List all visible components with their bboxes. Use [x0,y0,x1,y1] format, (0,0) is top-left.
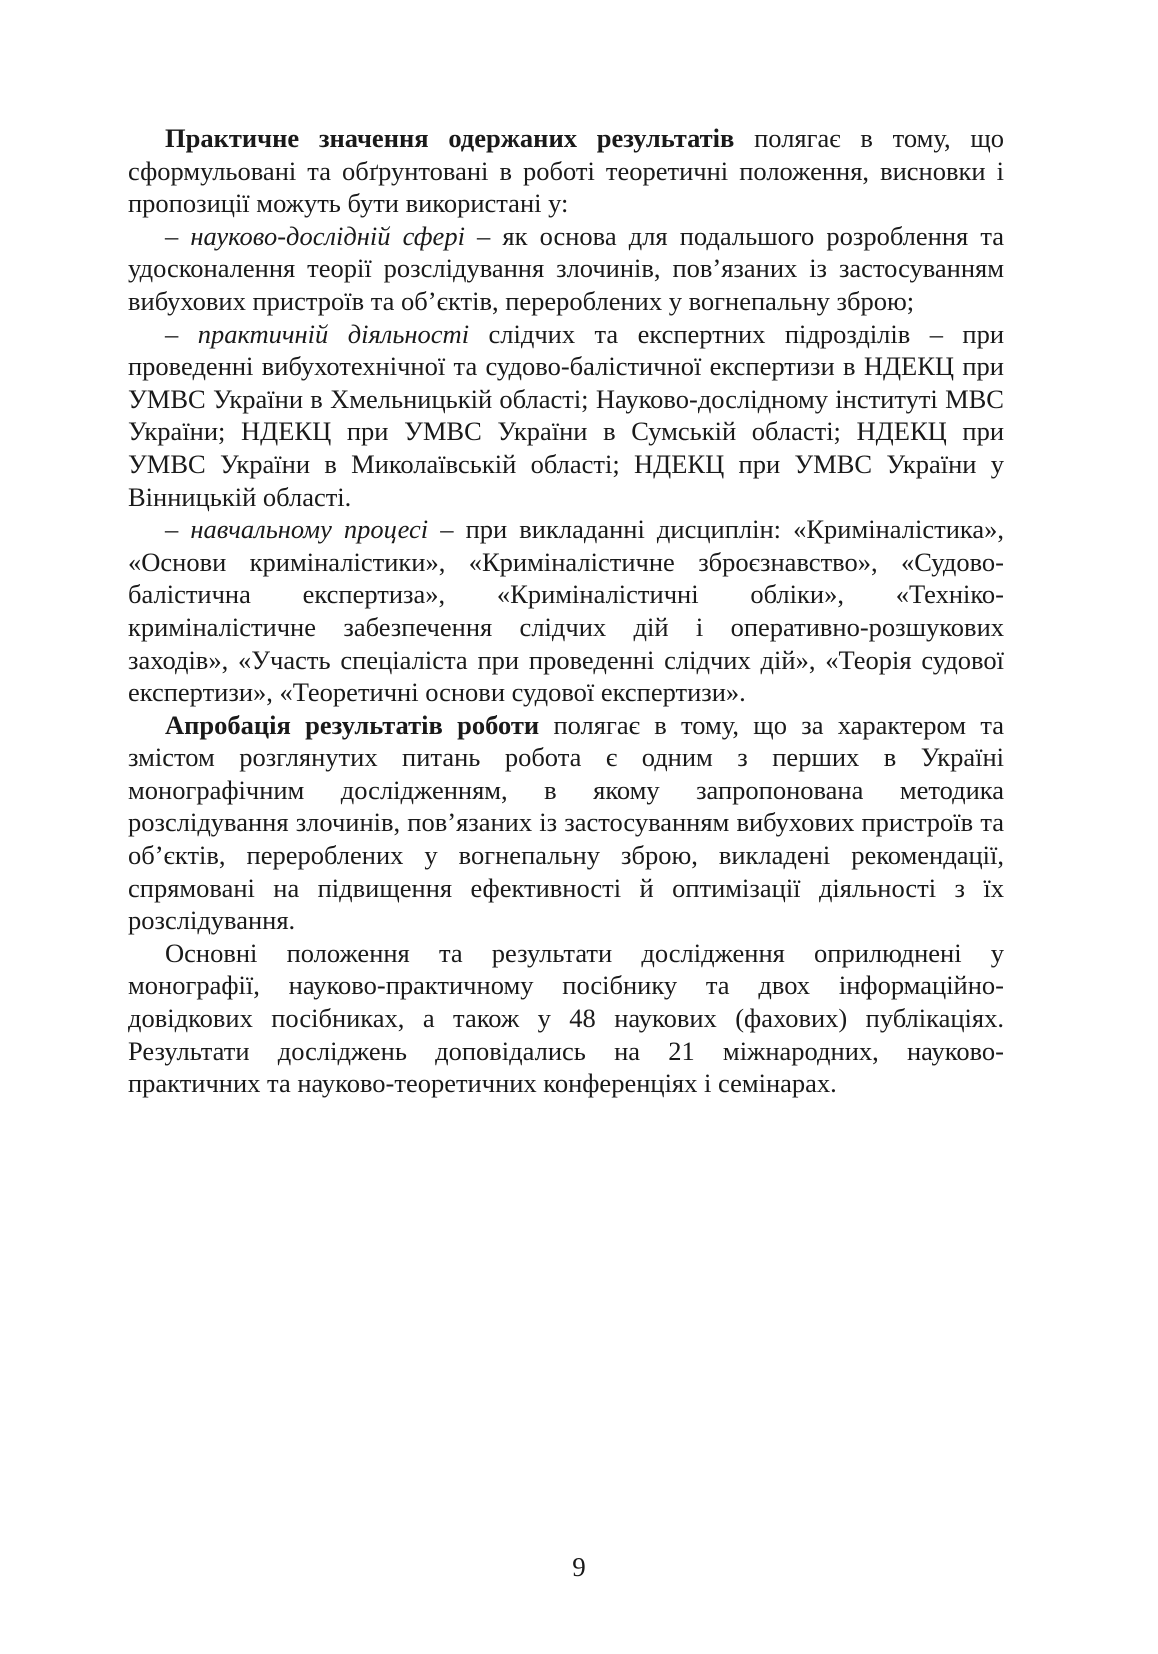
text-publications: Основні положення та результати дослідження оприлюднені у монографії, науково-практичному посібнику та двох інформаційно-довідкових посібниках, а також у 48 наукових (фахових) публікаціях. Результати досліджень доповідались на 21 міжнародних, науково-практичних та науково-теоретичних конференціях і семінарах. [128,937,1004,1099]
heading-practical-value: Практичне значення одержаних результатів [165,123,735,153]
paragraph-approbation [128,709,1004,937]
text-practical-activity: слідчих та експертних підрозділів – при проведенні вибухотехнічної та судово-балістичної експертизи в НДЕКЦ при УМВС України в Хмельницькій області; Науково-дослідному інституті МВС України; НДЕКЦ при УМВС України в Сумській області; НДЕКЦ при УМВС України в Миколаївській області; НДЕКЦ при УМВС України у Вінницькій області. [128,318,1004,512]
paragraph-publications [128,937,1004,1100]
text-practical-value: полягає в тому, що сформульовані та обґрунтовані в роботі теоретичні положення, висновки і пропозиції можуть бути використані у: [128,123,1004,219]
paragraph-practical-value [128,122,1004,220]
text-approbation: полягає в тому, що за характером та змістом розглянутих питань робота є одним з перших в Україні монографічним дослідженням, в якому запропонована методика розслідування злочинів, пов’язаних із застосуванням вибухових пристроїв та об’єктів, перероблених у вогнепальну зброю, викладені рекомендації, спрямовані на підвищення ефективності й оптимізації діяльності з їх розслідування. [128,709,1005,936]
text-education: – при викладанні дисциплін: «Криміналістика», «Основи криміналістики», «Криміналістичне зброєзнавство», «Судово-балістична експертиза», «Криміналістичні обліки», «Техніко-криміналістичне забезпечення слідчих дій і оперативно-розшукових заходів», «Участь спеціаліста при проведенні слідчих дій», «Теорія судової експертизи», «Теоретичні основи судової експертизи». [128,514,1004,708]
dash: – [165,220,191,251]
text-research-sphere: – як основа для подальшого розроблення та удосконалення теорії розслідування злочинів, пов’язаних із застосуванням вибухових пристроїв та об’єктів, перероблених у вогнепальну зброю; [128,220,1004,316]
term-research-sphere: науково-дослідній сфері [190,220,465,251]
paragraph-education [128,513,1004,709]
dash: – [165,514,191,545]
heading-approbation: Апробація результатів роботи [165,709,540,740]
body-text [128,122,1004,1100]
dash: – [165,318,198,349]
paragraph-research-sphere [128,220,1004,318]
page-number: 9 [572,1552,586,1582]
term-education: навчальному процесі [190,514,429,545]
term-practical-activity: практичній діяльності [197,318,470,349]
paragraph-practical-activity [128,318,1004,514]
